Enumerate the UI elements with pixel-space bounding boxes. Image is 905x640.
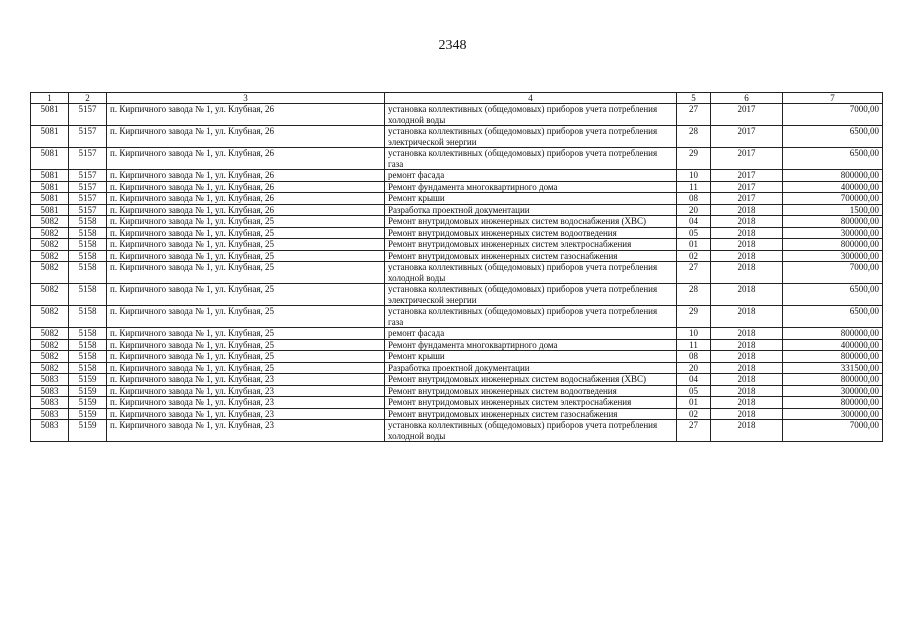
year-cell: 2018 <box>711 397 783 409</box>
work-code-cell: 04 <box>677 216 711 228</box>
record-id-cell: 5082 <box>31 239 69 251</box>
cost-cell: 300000,00 <box>783 250 883 262</box>
address-cell: п. Кирпичного завода № 1, ул. Клубная, 23 <box>107 385 385 397</box>
cost-cell: 6500,00 <box>783 284 883 306</box>
work-type-cell: установка коллективных (общедомовых) приборов учета потребления электрической энергии <box>385 284 677 306</box>
work-code-cell: 11 <box>677 339 711 351</box>
cost-cell: 1500,00 <box>783 204 883 216</box>
year-cell: 2018 <box>711 262 783 284</box>
address-cell: п. Кирпичного завода № 1, ул. Клубная, 23 <box>107 408 385 420</box>
table-row <box>31 181 883 193</box>
table-row <box>31 306 883 328</box>
record-id-cell: 5081 <box>31 148 69 170</box>
work-code-cell: 02 <box>677 408 711 420</box>
work-type-cell: Ремонт внутридомовых инженерных систем водоснабжения (ХВС) <box>385 374 677 386</box>
work-code-cell: 10 <box>677 170 711 182</box>
house-id-cell: 5158 <box>69 339 107 351</box>
address-cell: п. Кирпичного завода № 1, ул. Клубная, 26 <box>107 148 385 170</box>
work-type-cell: Ремонт внутридомовых инженерных систем электроснабжения <box>385 397 677 409</box>
column-header: 3 <box>107 93 385 104</box>
address-cell: п. Кирпичного завода № 1, ул. Клубная, 26 <box>107 181 385 193</box>
record-id-cell: 5082 <box>31 306 69 328</box>
address-cell: п. Кирпичного завода № 1, ул. Клубная, 25 <box>107 351 385 363</box>
work-type-cell: Ремонт внутридомовых инженерных систем газоснабжения <box>385 250 677 262</box>
column-header: 6 <box>711 93 783 104</box>
work-type-cell: Ремонт внутридомовых инженерных систем электроснабжения <box>385 239 677 251</box>
record-id-cell: 5082 <box>31 250 69 262</box>
record-id-cell: 5081 <box>31 170 69 182</box>
cost-cell: 800000,00 <box>783 351 883 363</box>
work-type-cell: Ремонт внутридомовых инженерных систем водоснабжения (ХВС) <box>385 216 677 228</box>
address-cell: п. Кирпичного завода № 1, ул. Клубная, 23 <box>107 397 385 409</box>
year-cell: 2018 <box>711 362 783 374</box>
record-id-cell: 5082 <box>31 362 69 374</box>
year-cell: 2018 <box>711 339 783 351</box>
address-cell: п. Кирпичного завода № 1, ул. Клубная, 26 <box>107 204 385 216</box>
work-type-cell: установка коллективных (общедомовых) приборов учета потребления электрической энергии <box>385 126 677 148</box>
address-cell: п. Кирпичного завода № 1, ул. Клубная, 25 <box>107 284 385 306</box>
year-cell: 2018 <box>711 250 783 262</box>
address-cell: п. Кирпичного завода № 1, ул. Клубная, 25 <box>107 216 385 228</box>
column-header: 5 <box>677 93 711 104</box>
house-id-cell: 5157 <box>69 126 107 148</box>
table-row <box>31 170 883 182</box>
table-row <box>31 339 883 351</box>
house-id-cell: 5158 <box>69 250 107 262</box>
table-row <box>31 362 883 374</box>
year-cell: 2018 <box>711 351 783 363</box>
house-id-cell: 5159 <box>69 408 107 420</box>
house-id-cell: 5159 <box>69 385 107 397</box>
table-row <box>31 126 883 148</box>
work-type-cell: Разработка проектной документации <box>385 362 677 374</box>
column-header: 2 <box>69 93 107 104</box>
address-cell: п. Кирпичного завода № 1, ул. Клубная, 25 <box>107 227 385 239</box>
table-row <box>31 374 883 386</box>
year-cell: 2018 <box>711 284 783 306</box>
year-cell: 2017 <box>711 170 783 182</box>
cost-cell: 6500,00 <box>783 126 883 148</box>
record-id-cell: 5082 <box>31 339 69 351</box>
work-type-cell: установка коллективных (общедомовых) приборов учета потребления газа <box>385 148 677 170</box>
record-id-cell: 5082 <box>31 262 69 284</box>
house-id-cell: 5158 <box>69 239 107 251</box>
record-id-cell: 5083 <box>31 385 69 397</box>
work-code-cell: 02 <box>677 250 711 262</box>
house-id-cell: 5158 <box>69 262 107 284</box>
address-cell: п. Кирпичного завода № 1, ул. Клубная, 23 <box>107 374 385 386</box>
record-id-cell: 5083 <box>31 420 69 442</box>
table-row <box>31 239 883 251</box>
cost-cell: 400000,00 <box>783 339 883 351</box>
work-code-cell: 20 <box>677 362 711 374</box>
table-row <box>31 104 883 126</box>
cost-cell: 300000,00 <box>783 408 883 420</box>
page-number: 2348 <box>438 38 467 53</box>
work-code-cell: 27 <box>677 262 711 284</box>
year-cell: 2018 <box>711 408 783 420</box>
year-cell: 2018 <box>711 385 783 397</box>
header-row <box>31 93 883 104</box>
work-code-cell: 04 <box>677 374 711 386</box>
record-id-cell: 5082 <box>31 216 69 228</box>
cost-cell: 300000,00 <box>783 385 883 397</box>
cost-cell: 800000,00 <box>783 328 883 340</box>
year-cell: 2017 <box>711 104 783 126</box>
work-type-cell: установка коллективных (общедомовых) приборов учета потребления газа <box>385 306 677 328</box>
year-cell: 2017 <box>711 126 783 148</box>
address-cell: п. Кирпичного завода № 1, ул. Клубная, 26 <box>107 193 385 205</box>
house-id-cell: 5157 <box>69 193 107 205</box>
address-cell: п. Кирпичного завода № 1, ул. Клубная, 25 <box>107 306 385 328</box>
work-type-cell: Ремонт внутридомовых инженерных систем водоотведения <box>385 227 677 239</box>
table-row <box>31 397 883 409</box>
cost-cell: 6500,00 <box>783 148 883 170</box>
table-body <box>31 104 883 442</box>
work-code-cell: 08 <box>677 351 711 363</box>
address-cell: п. Кирпичного завода № 1, ул. Клубная, 25 <box>107 262 385 284</box>
work-code-cell: 08 <box>677 193 711 205</box>
cost-cell: 800000,00 <box>783 239 883 251</box>
year-cell: 2018 <box>711 227 783 239</box>
table-row <box>31 227 883 239</box>
record-id-cell: 5081 <box>31 193 69 205</box>
table-row <box>31 351 883 363</box>
record-id-cell: 5082 <box>31 284 69 306</box>
works-table <box>30 92 883 442</box>
house-id-cell: 5158 <box>69 328 107 340</box>
cost-cell: 800000,00 <box>783 397 883 409</box>
address-cell: п. Кирпичного завода № 1, ул. Клубная, 26 <box>107 170 385 182</box>
address-cell: п. Кирпичного завода № 1, ул. Клубная, 25 <box>107 250 385 262</box>
year-cell: 2018 <box>711 306 783 328</box>
work-type-cell: ремонт фасада <box>385 170 677 182</box>
house-id-cell: 5158 <box>69 216 107 228</box>
table-row <box>31 420 883 442</box>
cost-cell: 7000,00 <box>783 420 883 442</box>
work-type-cell: установка коллективных (общедомовых) приборов учета потребления холодной воды <box>385 420 677 442</box>
cost-cell: 800000,00 <box>783 374 883 386</box>
house-id-cell: 5158 <box>69 306 107 328</box>
house-id-cell: 5159 <box>69 397 107 409</box>
cost-cell: 6500,00 <box>783 306 883 328</box>
cost-cell: 800000,00 <box>783 170 883 182</box>
work-code-cell: 20 <box>677 204 711 216</box>
work-type-cell: ремонт фасада <box>385 328 677 340</box>
table-row <box>31 193 883 205</box>
work-code-cell: 27 <box>677 104 711 126</box>
record-id-cell: 5082 <box>31 328 69 340</box>
record-id-cell: 5083 <box>31 397 69 409</box>
record-id-cell: 5081 <box>31 204 69 216</box>
work-code-cell: 05 <box>677 385 711 397</box>
record-id-cell: 5081 <box>31 181 69 193</box>
cost-cell: 400000,00 <box>783 181 883 193</box>
record-id-cell: 5081 <box>31 104 69 126</box>
work-type-cell: Ремонт фундамента многоквартирного дома <box>385 181 677 193</box>
table-row <box>31 262 883 284</box>
work-code-cell: 28 <box>677 284 711 306</box>
work-code-cell: 29 <box>677 306 711 328</box>
work-type-cell: установка коллективных (общедомовых) приборов учета потребления холодной воды <box>385 104 677 126</box>
year-cell: 2018 <box>711 374 783 386</box>
year-cell: 2018 <box>711 420 783 442</box>
table-row <box>31 250 883 262</box>
table-row <box>31 148 883 170</box>
house-id-cell: 5157 <box>69 170 107 182</box>
address-cell: п. Кирпичного завода № 1, ул. Клубная, 25 <box>107 362 385 374</box>
table-row <box>31 385 883 397</box>
year-cell: 2018 <box>711 328 783 340</box>
address-cell: п. Кирпичного завода № 1, ул. Клубная, 26 <box>107 104 385 126</box>
year-cell: 2017 <box>711 181 783 193</box>
year-cell: 2018 <box>711 216 783 228</box>
table-row <box>31 408 883 420</box>
record-id-cell: 5082 <box>31 351 69 363</box>
work-type-cell: Ремонт внутридомовых инженерных систем газоснабжения <box>385 408 677 420</box>
house-id-cell: 5159 <box>69 374 107 386</box>
work-code-cell: 28 <box>677 126 711 148</box>
house-id-cell: 5157 <box>69 104 107 126</box>
year-cell: 2018 <box>711 204 783 216</box>
house-id-cell: 5157 <box>69 204 107 216</box>
house-id-cell: 5158 <box>69 362 107 374</box>
house-id-cell: 5157 <box>69 181 107 193</box>
work-type-cell: Ремонт внутридомовых инженерных систем водоотведения <box>385 385 677 397</box>
work-code-cell: 27 <box>677 420 711 442</box>
work-code-cell: 05 <box>677 227 711 239</box>
record-id-cell: 5082 <box>31 227 69 239</box>
house-id-cell: 5158 <box>69 284 107 306</box>
work-code-cell: 29 <box>677 148 711 170</box>
work-code-cell: 11 <box>677 181 711 193</box>
cost-cell: 300000,00 <box>783 227 883 239</box>
cost-cell: 700000,00 <box>783 193 883 205</box>
house-id-cell: 5157 <box>69 148 107 170</box>
address-cell: п. Кирпичного завода № 1, ул. Клубная, 26 <box>107 126 385 148</box>
work-code-cell: 10 <box>677 328 711 340</box>
table-row <box>31 284 883 306</box>
work-type-cell: Ремонт крыши <box>385 193 677 205</box>
table-row <box>31 216 883 228</box>
year-cell: 2017 <box>711 148 783 170</box>
table-row <box>31 328 883 340</box>
record-id-cell: 5083 <box>31 374 69 386</box>
year-cell: 2017 <box>711 193 783 205</box>
work-code-cell: 01 <box>677 397 711 409</box>
record-id-cell: 5083 <box>31 408 69 420</box>
address-cell: п. Кирпичного завода № 1, ул. Клубная, 25 <box>107 239 385 251</box>
work-code-cell: 01 <box>677 239 711 251</box>
work-type-cell: Ремонт крыши <box>385 351 677 363</box>
cost-cell: 7000,00 <box>783 104 883 126</box>
work-type-cell: Разработка проектной документации <box>385 204 677 216</box>
work-type-cell: Ремонт фундамента многоквартирного дома <box>385 339 677 351</box>
column-header: 4 <box>385 93 677 104</box>
year-cell: 2018 <box>711 239 783 251</box>
cost-cell: 800000,00 <box>783 216 883 228</box>
address-cell: п. Кирпичного завода № 1, ул. Клубная, 23 <box>107 420 385 442</box>
table-header <box>31 93 883 104</box>
cost-cell: 331500,00 <box>783 362 883 374</box>
house-id-cell: 5158 <box>69 227 107 239</box>
address-cell: п. Кирпичного завода № 1, ул. Клубная, 25 <box>107 328 385 340</box>
house-id-cell: 5158 <box>69 351 107 363</box>
column-header: 1 <box>31 93 69 104</box>
table-row <box>31 204 883 216</box>
record-id-cell: 5081 <box>31 126 69 148</box>
cost-cell: 7000,00 <box>783 262 883 284</box>
house-id-cell: 5159 <box>69 420 107 442</box>
column-header: 7 <box>783 93 883 104</box>
address-cell: п. Кирпичного завода № 1, ул. Клубная, 25 <box>107 339 385 351</box>
work-type-cell: установка коллективных (общедомовых) приборов учета потребления холодной воды <box>385 262 677 284</box>
